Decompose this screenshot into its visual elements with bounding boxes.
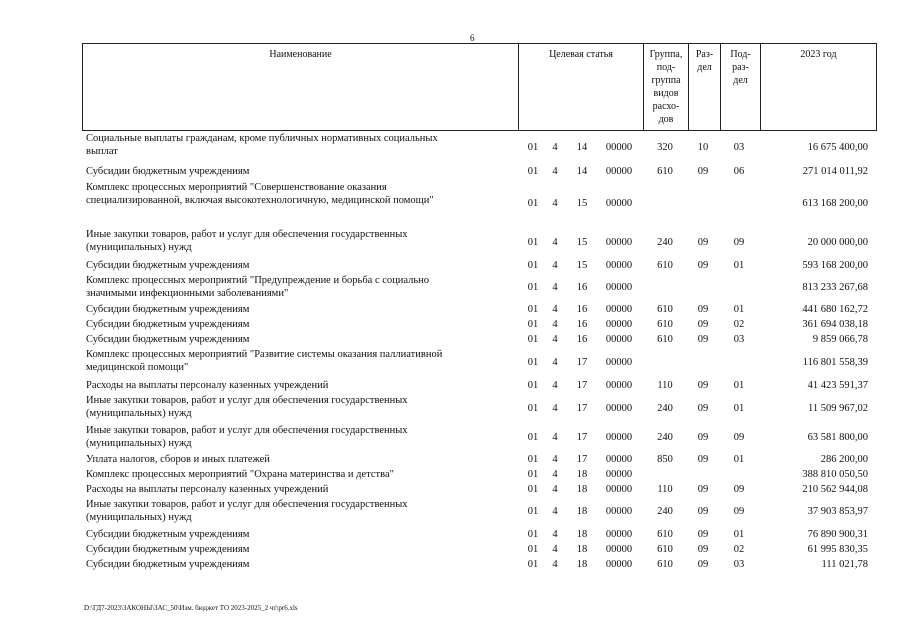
row-name-line: Уплата налогов, сборов и иных платежей: [86, 454, 270, 465]
expense-group: 610: [657, 259, 673, 271]
table-row: [82, 180, 877, 227]
subsection-code: 03: [733, 559, 745, 570]
amount-2023: 271 014 011,92: [802, 166, 868, 177]
section-code: 09: [697, 334, 709, 345]
target-code-4: 00000: [605, 379, 633, 391]
target-code-2: 4: [552, 319, 558, 330]
target-code-2: 4: [552, 141, 558, 153]
table-row: [82, 227, 877, 257]
section-code: 09: [697, 304, 709, 315]
target-code-3: 18: [576, 559, 588, 570]
target-code-1: 01: [527, 141, 539, 153]
table-row: [82, 131, 877, 163]
target-code-3: 18: [576, 483, 588, 495]
target-code-4: 00000: [605, 506, 633, 517]
expense-group: 850: [657, 454, 673, 465]
target-code-4: 00000: [605, 166, 633, 177]
row-name-line: специализированной, включая высокотехнологичную, медицинской помощи": [86, 195, 434, 206]
amount-2023: 593 168 200,00: [802, 259, 868, 271]
row-name: [86, 180, 511, 227]
amount-2023: 441 680 162,72: [802, 304, 868, 315]
header-target-article: Целевая статья: [518, 44, 643, 130]
target-code-2: 4: [552, 356, 558, 368]
row-name: [86, 332, 511, 347]
table-row: [82, 377, 877, 393]
row-name: [86, 227, 511, 257]
row-name-line: (муниципальных) нужд: [86, 408, 192, 419]
target-code-2: 4: [552, 468, 558, 480]
section-code: 10: [697, 141, 709, 153]
table-row: [82, 452, 877, 467]
target-code-3: 17: [576, 432, 588, 443]
section-code: [689, 273, 717, 302]
table-row: [82, 542, 877, 557]
subsection-code: 02: [733, 319, 745, 330]
table-body: [82, 131, 877, 572]
row-name: [86, 526, 511, 542]
section-code: 09: [697, 402, 709, 414]
expense-group: 240: [657, 506, 673, 517]
amount-2023: 41 423 591,37: [807, 379, 868, 391]
row-name-line: (муниципальных) нужд: [86, 438, 192, 449]
subsection-code: 03: [733, 141, 745, 153]
target-code-2: 4: [552, 544, 558, 555]
row-name: [86, 347, 511, 377]
amount-2023: 61 995 830,35: [807, 544, 868, 555]
header-expense-group-line: дов: [658, 114, 674, 125]
target-code-1: 01: [527, 282, 539, 293]
target-code-1: 01: [527, 544, 539, 555]
row-name-line: Комплекс процессных мероприятий "Развитие системы оказания паллиативной: [86, 349, 443, 360]
expense-group: 610: [657, 304, 673, 315]
row-name-line: Субсидии бюджетным учреждениям: [86, 528, 250, 540]
header-year: 2023 год: [760, 44, 876, 130]
target-code-3: 14: [576, 166, 588, 177]
table-row: [82, 467, 877, 481]
row-name: [86, 163, 511, 180]
amount-2023: 76 890 900,31: [807, 528, 868, 540]
amount-2023: 20 000 000,00: [807, 236, 868, 248]
table-row: [82, 257, 877, 273]
target-code-4: 00000: [605, 402, 633, 414]
table-row: [82, 347, 877, 377]
header-section-line: дел: [697, 62, 712, 73]
row-name-line: медицинской помощи": [86, 362, 189, 373]
amount-2023: 9 859 066,78: [812, 334, 868, 345]
target-code-2: 4: [552, 432, 558, 443]
target-code-1: 01: [527, 334, 539, 345]
subsection-code: 09: [733, 236, 745, 248]
header-expense-group-line: под-: [656, 62, 676, 73]
row-name-line: Субсидии бюджетным учреждениям: [86, 259, 250, 271]
section-code: 09: [697, 166, 709, 177]
target-code-3: 16: [576, 282, 588, 293]
target-code-4: 00000: [605, 544, 633, 555]
section-code: 09: [697, 544, 709, 555]
section-code: 09: [697, 506, 709, 517]
section-code: 09: [697, 454, 709, 465]
row-name: [86, 131, 511, 163]
row-name: [86, 423, 511, 452]
table-row: [82, 497, 877, 526]
target-code-1: 01: [527, 468, 539, 480]
expense-group: 610: [657, 166, 673, 177]
target-code-1: 01: [527, 166, 539, 177]
header-section-line: Раз-: [695, 49, 714, 60]
amount-2023: 210 562 944,08: [802, 483, 868, 495]
target-code-4: 00000: [605, 483, 633, 495]
row-name: [86, 393, 511, 423]
row-name: [86, 557, 511, 572]
page-number: 6: [470, 33, 475, 43]
target-code-1: 01: [527, 379, 539, 391]
target-code-3: 18: [576, 468, 588, 480]
target-code-3: 18: [576, 528, 588, 540]
expense-group: 320: [657, 141, 673, 153]
target-code-1: 01: [527, 319, 539, 330]
expense-group: [648, 467, 682, 481]
section-code: 09: [697, 432, 709, 443]
row-name-line: Комплекс процессных мероприятий "Охрана материнства и детства": [86, 468, 394, 480]
subsection-code: 06: [733, 166, 745, 177]
target-code-4: 00000: [605, 198, 633, 209]
subsection-code: [724, 347, 754, 377]
target-code-1: 01: [527, 559, 539, 570]
amount-2023: 286 200,00: [820, 454, 868, 465]
table-header: [82, 43, 877, 131]
target-code-2: 4: [552, 559, 558, 570]
section-code: 09: [697, 236, 709, 248]
row-name-line: Социальные выплаты гражданам, кроме публичных нормативных социальных: [86, 133, 438, 144]
table-row: [82, 423, 877, 452]
row-name-line: выплат: [86, 146, 118, 157]
subsection-code: 03: [733, 334, 745, 345]
row-name-line: Субсидии бюджетным учреждениям: [86, 559, 250, 570]
target-code-1: 01: [527, 506, 539, 517]
expense-group: 240: [657, 236, 673, 248]
row-name-line: Расходы на выплаты персоналу казенных учреждений: [86, 379, 329, 391]
section-code: [689, 467, 717, 481]
amount-2023: 116 801 558,39: [802, 356, 868, 368]
target-code-3: 17: [576, 454, 588, 465]
subsection-code: 01: [733, 528, 745, 540]
subsection-code: 09: [733, 432, 745, 443]
expense-group: 110: [657, 379, 673, 391]
target-code-4: 00000: [605, 468, 633, 480]
section-code: 09: [697, 379, 709, 391]
row-name-line: значимыми инфекционными заболеваниями": [86, 288, 289, 299]
target-code-3: 18: [576, 544, 588, 555]
expense-group: 240: [657, 432, 673, 443]
target-code-3: 17: [576, 356, 588, 368]
expense-group: 610: [657, 319, 673, 330]
target-code-4: 00000: [605, 559, 633, 570]
amount-2023: 37 903 853,97: [807, 506, 868, 517]
target-code-4: 00000: [605, 356, 633, 368]
table-row: [82, 557, 877, 572]
header-subsection-line: раз-: [732, 62, 749, 73]
section-code: [689, 347, 717, 377]
row-name: [86, 302, 511, 317]
target-code-4: 00000: [605, 141, 633, 153]
amount-2023: 813 233 267,68: [802, 282, 868, 293]
row-name-line: Субсидии бюджетным учреждениям: [86, 544, 250, 555]
target-code-4: 00000: [605, 319, 633, 330]
section-code: 09: [697, 559, 709, 570]
expense-group: 610: [657, 544, 673, 555]
target-code-4: 00000: [605, 528, 633, 540]
target-code-2: 4: [552, 259, 558, 271]
file-path-footer: D:\ГД7-2023\ЗАКОНЫ\ЗАС_50\Изм. бюджет ТО 2023-2025_2 чт\pr6.xls: [84, 604, 298, 612]
target-code-1: 01: [527, 356, 539, 368]
target-code-2: 4: [552, 304, 558, 315]
header-expense-group: [643, 44, 688, 130]
target-code-2: 4: [552, 379, 558, 391]
target-code-3: 14: [576, 141, 588, 153]
subsection-code: 01: [733, 259, 745, 271]
row-name-line: Субсидии бюджетным учреждениям: [86, 319, 250, 330]
row-name-line: Иные закупки товаров, работ и услуг для обеспечения государственных: [86, 499, 408, 510]
amount-2023: 63 581 800,00: [807, 432, 868, 443]
row-name: [86, 452, 511, 467]
target-code-3: 15: [576, 198, 588, 209]
table-row: [82, 302, 877, 317]
row-name-line: Иные закупки товаров, работ и услуг для обеспечения государственных: [86, 425, 408, 436]
row-name-line: Расходы на выплаты персоналу казенных учреждений: [86, 483, 329, 495]
header-name: Наименование: [269, 49, 332, 60]
target-code-2: 4: [552, 236, 558, 248]
row-name-line: Субсидии бюджетным учреждениям: [86, 166, 250, 177]
target-code-3: 15: [576, 259, 588, 271]
amount-2023: 613 168 200,00: [802, 198, 868, 209]
table-row: [82, 526, 877, 542]
target-code-1: 01: [527, 304, 539, 315]
row-name-line: Иные закупки товаров, работ и услуг для обеспечения государственных: [86, 229, 408, 240]
target-code-4: 00000: [605, 282, 633, 293]
amount-2023: 16 675 400,00: [807, 141, 868, 153]
target-code-3: 16: [576, 334, 588, 345]
expense-group: 610: [657, 334, 673, 345]
target-code-1: 01: [527, 454, 539, 465]
target-code-4: 00000: [605, 334, 633, 345]
target-code-4: 00000: [605, 304, 633, 315]
header-subsection: [720, 44, 760, 130]
target-code-4: 00000: [605, 236, 633, 248]
target-code-2: 4: [552, 402, 558, 414]
amount-2023: 388 810 050,50: [802, 468, 868, 480]
target-code-1: 01: [527, 528, 539, 540]
row-name: [86, 317, 511, 332]
target-code-2: 4: [552, 282, 558, 293]
expense-group: 610: [657, 559, 673, 570]
row-name: [86, 257, 511, 273]
row-name-line: (муниципальных) нужд: [86, 512, 192, 523]
table-row: [82, 332, 877, 347]
target-code-2: 4: [552, 528, 558, 540]
table-row: [82, 393, 877, 423]
row-name-line: Комплекс процессных мероприятий "Предупреждение и борьба с социально: [86, 275, 430, 286]
amount-2023: 111 021,78: [821, 559, 868, 570]
target-code-3: 15: [576, 236, 588, 248]
header-expense-group-line: расхо-: [652, 101, 680, 112]
header-subsection-line: дел: [733, 75, 748, 86]
target-code-4: 00000: [605, 432, 633, 443]
table-row: [82, 163, 877, 180]
target-code-3: 17: [576, 402, 588, 414]
expense-group: [648, 273, 682, 302]
target-code-3: 16: [576, 304, 588, 315]
header-expense-group-line: Группа,: [649, 49, 683, 60]
row-name: [86, 377, 511, 393]
header-expense-group-line: видов: [653, 88, 679, 99]
target-code-3: 16: [576, 319, 588, 330]
section-code: 09: [697, 483, 709, 495]
target-code-2: 4: [552, 334, 558, 345]
header-expense-group-line: группа: [651, 75, 681, 86]
row-name: [86, 542, 511, 557]
table-row: [82, 317, 877, 332]
target-code-1: 01: [527, 198, 539, 209]
subsection-code: 09: [733, 506, 745, 517]
row-name-line: Субсидии бюджетным учреждениям: [86, 304, 250, 315]
subsection-code: 01: [733, 402, 745, 414]
target-code-1: 01: [527, 236, 539, 248]
expense-group: [648, 347, 682, 377]
target-code-1: 01: [527, 402, 539, 414]
row-name: [86, 467, 511, 481]
row-name-line: Комплекс процессных мероприятий "Совершенствование оказания: [86, 182, 387, 193]
subsection-code: 02: [733, 544, 745, 555]
target-code-1: 01: [527, 259, 539, 271]
row-name-line: Иные закупки товаров, работ и услуг для обеспечения государственных: [86, 395, 408, 406]
amount-2023: 361 694 038,18: [802, 319, 868, 330]
section-code: 09: [697, 319, 709, 330]
subsection-code: 01: [733, 454, 745, 465]
target-code-2: 4: [552, 506, 558, 517]
subsection-code: 01: [733, 379, 745, 391]
header-section: [688, 44, 720, 130]
table-row: [82, 273, 877, 302]
header-subsection-line: Под-: [730, 49, 751, 60]
table-row: [82, 481, 877, 497]
target-code-2: 4: [552, 166, 558, 177]
target-code-2: 4: [552, 198, 558, 209]
row-name-line: (муниципальных) нужд: [86, 242, 192, 253]
section-code: 09: [697, 528, 709, 540]
expense-group: 240: [657, 402, 673, 414]
expense-group: 110: [657, 483, 673, 495]
subsection-code: 01: [733, 304, 745, 315]
row-name: [86, 273, 511, 302]
subsection-code: 09: [733, 483, 745, 495]
expense-group: [648, 180, 682, 227]
amount-2023: 11 509 967,02: [808, 402, 868, 414]
target-code-4: 00000: [605, 454, 633, 465]
target-code-1: 01: [527, 483, 539, 495]
section-code: [689, 180, 717, 227]
target-code-3: 17: [576, 379, 588, 391]
row-name-line: Субсидии бюджетным учреждениям: [86, 334, 250, 345]
row-name: [86, 481, 511, 497]
section-code: 09: [697, 259, 709, 271]
target-code-4: 00000: [605, 259, 633, 271]
subsection-code: [724, 467, 754, 481]
target-code-1: 01: [527, 432, 539, 443]
expense-group: 610: [657, 528, 673, 540]
target-code-2: 4: [552, 483, 558, 495]
target-code-2: 4: [552, 454, 558, 465]
target-code-3: 18: [576, 506, 588, 517]
row-name: [86, 497, 511, 526]
subsection-code: [724, 273, 754, 302]
subsection-code: [724, 180, 754, 227]
